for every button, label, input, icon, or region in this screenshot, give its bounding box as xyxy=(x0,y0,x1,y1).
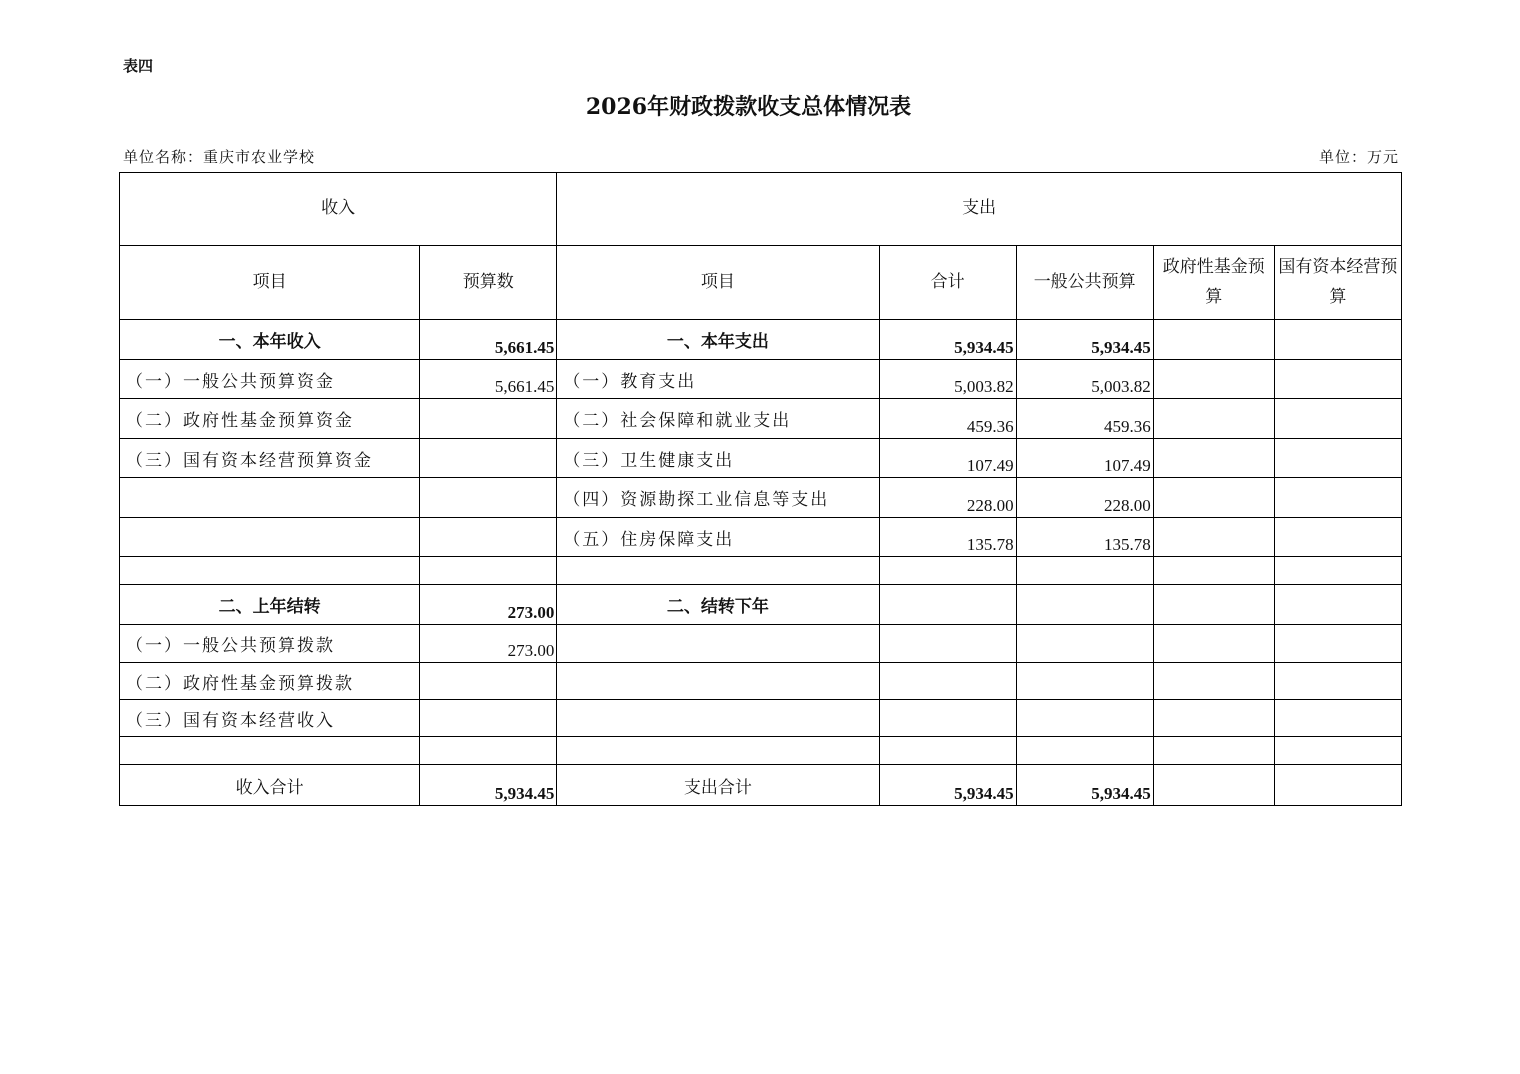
expense-item-cell xyxy=(557,663,879,700)
expense-total-cell: 5,003.82 xyxy=(879,360,1016,399)
income-amount-cell xyxy=(420,737,557,765)
expense-fund-cell xyxy=(1153,700,1274,737)
income-item-cell: （三）国有资本经营收入 xyxy=(120,700,420,737)
expense-fund-cell xyxy=(1153,399,1274,439)
expense-general-cell xyxy=(1016,557,1153,585)
page-title: 2026年财政拨款收支总体情况表 xyxy=(585,94,912,120)
totals-row xyxy=(120,765,1402,806)
income-item-cell: （一）一般公共预算资金 xyxy=(120,360,420,399)
table-row xyxy=(120,478,1402,518)
expense-state-cell xyxy=(1274,518,1401,557)
table-row xyxy=(120,360,1402,399)
expense-state-cell xyxy=(1274,557,1401,585)
expense-fund-cell xyxy=(1153,478,1274,518)
expense-item-cell xyxy=(557,557,879,585)
expense-state-cell xyxy=(1274,320,1401,360)
income-amount-cell xyxy=(420,557,557,585)
income-item-cell: （二）政府性基金预算拨款 xyxy=(120,663,420,700)
expense-total-cell xyxy=(879,585,1016,625)
income-header: 收入 xyxy=(120,173,557,246)
expense-total-cell: 228.00 xyxy=(879,478,1016,518)
expense-total-cell xyxy=(879,625,1016,663)
gov-fund-header: 政府性基金预算 xyxy=(1153,246,1274,320)
expense-total-header: 合计 xyxy=(879,246,1016,320)
income-amount-cell: 5,661.45 xyxy=(420,360,557,399)
expense-general-cell: 5,934.45 xyxy=(1016,320,1153,360)
expense-state-cell xyxy=(1274,399,1401,439)
expense-item-cell: 一、本年支出 xyxy=(557,320,879,360)
table-tag: 表四 xyxy=(123,57,154,75)
expense-total-cell: 5,934.45 xyxy=(879,320,1016,360)
expense-fund-total xyxy=(1153,765,1274,806)
expense-state-cell xyxy=(1274,585,1401,625)
expense-general-cell xyxy=(1016,625,1153,663)
table-row xyxy=(120,700,1402,737)
income-amount-cell xyxy=(420,478,557,518)
income-item-cell xyxy=(120,478,420,518)
expense-item-cell xyxy=(557,625,879,663)
table-row xyxy=(120,399,1402,439)
expense-fund-cell xyxy=(1153,557,1274,585)
income-item-cell: （三）国有资本经营预算资金 xyxy=(120,439,420,478)
expense-total-cell: 459.36 xyxy=(879,399,1016,439)
expense-general-cell: 459.36 xyxy=(1016,399,1153,439)
expense-fund-cell xyxy=(1153,737,1274,765)
income-amount-cell xyxy=(420,700,557,737)
expense-general-cell: 5,003.82 xyxy=(1016,360,1153,399)
expense-item-cell: 二、结转下年 xyxy=(557,585,879,625)
general-budget-header: 一般公共预算 xyxy=(1016,246,1153,320)
expense-general-total: 5,934.45 xyxy=(1016,765,1153,806)
income-amount-cell xyxy=(420,663,557,700)
expense-total-cell xyxy=(879,737,1016,765)
income-item-cell xyxy=(120,737,420,765)
unit-label: 单位：万元 xyxy=(1318,148,1399,166)
expense-fund-cell xyxy=(1153,360,1274,399)
expense-item-header: 项目 xyxy=(557,246,879,320)
expense-general-cell xyxy=(1016,700,1153,737)
table-row xyxy=(120,518,1402,557)
expense-state-cell xyxy=(1274,478,1401,518)
income-item-header: 项目 xyxy=(120,246,420,320)
income-amount-cell xyxy=(420,439,557,478)
expense-total-cell xyxy=(879,700,1016,737)
expense-total-cell xyxy=(879,663,1016,700)
expense-item-cell: （三）卫生健康支出 xyxy=(557,439,879,478)
expense-fund-cell xyxy=(1153,439,1274,478)
expense-general-cell xyxy=(1016,585,1153,625)
expense-fund-cell xyxy=(1153,320,1274,360)
expense-header: 支出 xyxy=(557,173,1402,246)
income-item-cell: （一）一般公共预算拨款 xyxy=(120,625,420,663)
expense-fund-cell xyxy=(1153,663,1274,700)
expense-state-cell xyxy=(1274,439,1401,478)
expense-general-cell xyxy=(1016,737,1153,765)
table-row xyxy=(120,663,1402,700)
expense-state-cell xyxy=(1274,700,1401,737)
expense-state-cell xyxy=(1274,737,1401,765)
table-row xyxy=(120,320,1402,360)
expense-state-cell xyxy=(1274,625,1401,663)
expense-total-amount: 5,934.45 xyxy=(879,765,1016,806)
expense-total-cell: 135.78 xyxy=(879,518,1016,557)
table-row xyxy=(120,737,1402,765)
expense-total-label: 支出合计 xyxy=(557,765,879,806)
expense-general-cell xyxy=(1016,663,1153,700)
expense-item-cell: （五）住房保障支出 xyxy=(557,518,879,557)
expense-total-cell: 107.49 xyxy=(879,439,1016,478)
expense-item-cell: （四）资源勘探工业信息等支出 xyxy=(557,478,879,518)
expense-state-total xyxy=(1274,765,1401,806)
income-item-cell: （二）政府性基金预算资金 xyxy=(120,399,420,439)
state-capital-header: 国有资本经营预算 xyxy=(1274,246,1401,320)
expense-fund-cell xyxy=(1153,585,1274,625)
expense-item-cell xyxy=(557,700,879,737)
header-row-top xyxy=(120,173,1402,246)
income-item-cell: 二、上年结转 xyxy=(120,585,420,625)
table-row xyxy=(120,585,1402,625)
expense-general-cell: 228.00 xyxy=(1016,478,1153,518)
expense-fund-cell xyxy=(1153,518,1274,557)
income-amount-cell xyxy=(420,518,557,557)
table-row xyxy=(120,439,1402,478)
income-amount-cell xyxy=(420,399,557,439)
income-amount-cell: 5,661.45 xyxy=(420,320,557,360)
expense-item-cell: （一）教育支出 xyxy=(557,360,879,399)
table-row xyxy=(120,557,1402,585)
table-row xyxy=(120,625,1402,663)
expense-state-cell xyxy=(1274,663,1401,700)
income-item-cell xyxy=(120,557,420,585)
expense-general-cell: 107.49 xyxy=(1016,439,1153,478)
expense-item-cell: （二）社会保障和就业支出 xyxy=(557,399,879,439)
income-amount-cell: 273.00 xyxy=(420,625,557,663)
expense-item-cell xyxy=(557,737,879,765)
income-total-amount: 5,934.45 xyxy=(420,765,557,806)
income-total-label: 收入合计 xyxy=(120,765,420,806)
expense-general-cell: 135.78 xyxy=(1016,518,1153,557)
expense-fund-cell xyxy=(1153,625,1274,663)
income-amount-cell: 273.00 xyxy=(420,585,557,625)
expense-total-cell xyxy=(879,557,1016,585)
org-label: 单位名称：重庆市农业学校 xyxy=(123,148,316,166)
income-item-cell: 一、本年收入 xyxy=(120,320,420,360)
header-row-sub xyxy=(120,246,1402,320)
budget-table xyxy=(119,172,1402,806)
income-budget-header: 预算数 xyxy=(420,246,557,320)
income-item-cell xyxy=(120,518,420,557)
expense-state-cell xyxy=(1274,360,1401,399)
